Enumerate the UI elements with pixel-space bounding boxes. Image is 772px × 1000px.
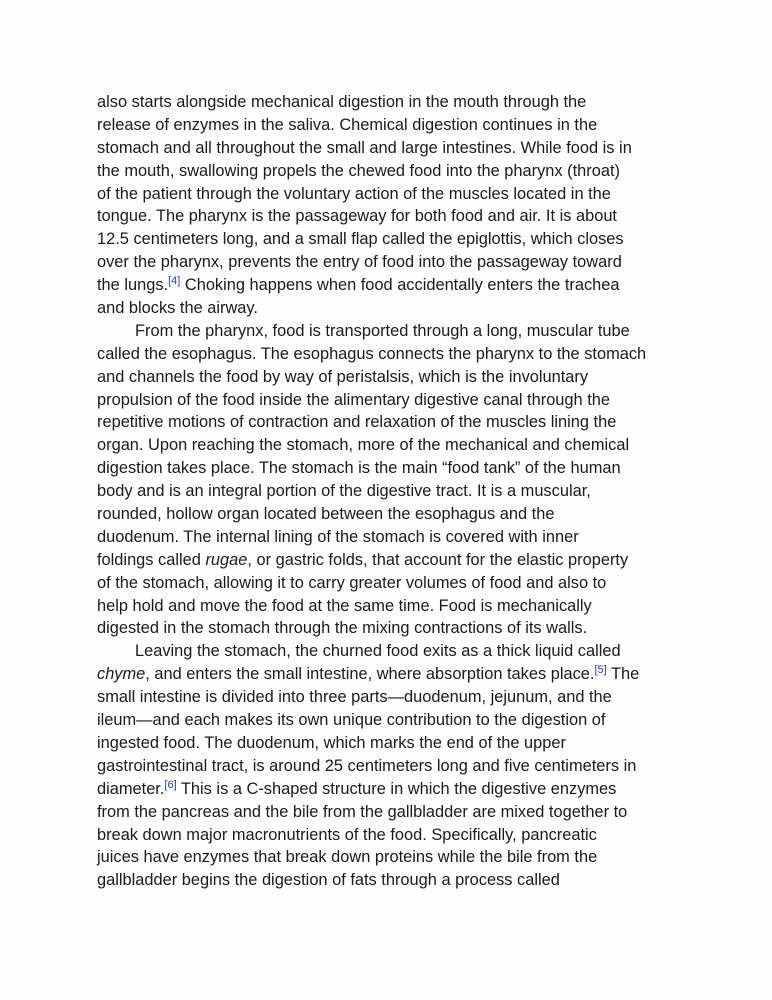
text-run: This is a C-shaped structure in which the digestive enzymes: [176, 779, 617, 798]
text-line: [97, 297, 677, 320]
text-line: [97, 228, 677, 251]
text-line: [97, 320, 677, 343]
text-run: body and is an integral portion of the digestive tract. It is a muscular,: [97, 482, 591, 501]
text-line: [97, 91, 677, 114]
text-line: [97, 389, 677, 412]
text-line: [97, 732, 677, 755]
text-run: digestion takes place. The stomach is the main “food tank” of the human: [97, 459, 621, 478]
text-run: ileum—and each makes its own unique contribution to the digestion of: [97, 711, 606, 730]
text-run: gastrointestinal tract, is around 25 centimeters long and five centimeters in: [97, 756, 637, 775]
text-run: rounded, hollow organ located between the esophagus and the: [97, 505, 555, 524]
text-line: [97, 824, 677, 847]
text-run: break down major macronutrients of the food. Specifically, pancreatic: [97, 825, 597, 844]
text-run: duodenum. The internal lining of the stomach is covered with inner: [97, 527, 579, 546]
text-run: the lungs.: [97, 276, 169, 295]
text-line: [97, 114, 677, 137]
text-run: propulsion of the food inside the alimentary digestive canal through the: [97, 390, 610, 409]
text-line: [97, 778, 677, 801]
text-run: organ. Upon reaching the stomach, more of the mechanical and chemical: [97, 436, 630, 455]
text-run: from the pancreas and the bile from the gallbladder are mixed together to: [97, 802, 628, 821]
text-run: 12.5 centimeters long, and a small flap called the epiglottis, which closes: [97, 230, 624, 249]
text-run: and blocks the airway.: [97, 299, 258, 318]
text-run: diameter.: [97, 779, 165, 798]
text-run: , or gastric folds, that account for the elastic property: [247, 550, 629, 569]
text-line: [97, 869, 677, 892]
text-line: [97, 709, 677, 732]
citation-link[interactable]: [6]: [164, 778, 177, 791]
text-run: stomach and all throughout the small and large intestines. While food is in: [97, 138, 632, 157]
text-run: small intestine is divided into three parts—duodenum, jejunum, and the: [97, 688, 612, 707]
text-run: Leaving the stomach, the churned food exits as a thick liquid called: [135, 642, 621, 661]
text-run: tongue. The pharynx is the passageway for both food and air. It is about: [97, 207, 617, 226]
body-text: [97, 91, 677, 892]
text-line: [97, 366, 677, 389]
text-line: [97, 183, 677, 206]
text-run: digested in the stomach through the mixing contractions of its walls.: [97, 619, 588, 638]
text-line: [97, 526, 677, 549]
text-run: of the patient through the voluntary action of the muscles located in the: [97, 184, 611, 203]
text-run: and channels the food by way of peristalsis, which is the involuntary: [97, 367, 589, 386]
text-line: [97, 274, 677, 297]
text-line: [97, 755, 677, 778]
text-line: [97, 343, 677, 366]
text-run: The: [606, 665, 640, 684]
text-line: [97, 434, 677, 457]
italic-term: chyme: [97, 665, 146, 684]
text-run: over the pharynx, prevents the entry of food into the passageway toward: [97, 253, 622, 272]
text-run: called the esophagus. The esophagus connects the pharynx to the stomach: [97, 344, 647, 363]
text-run: release of enzymes in the saliva. Chemical digestion continues in the: [97, 115, 598, 134]
text-line: [97, 595, 677, 618]
text-run: foldings called: [97, 550, 206, 569]
text-run: of the stomach, allowing it to carry greater volumes of food and also to: [97, 573, 607, 592]
citation-link[interactable]: [4]: [168, 275, 181, 288]
text-line: [97, 572, 677, 595]
text-run: repetitive motions of contraction and relaxation of the muscles lining the: [97, 413, 617, 432]
text-line: [97, 457, 677, 480]
text-run: help hold and move the food at the same time. Food is mechanically: [97, 596, 592, 615]
italic-term: rugae: [205, 550, 248, 569]
text-line: [97, 251, 677, 274]
text-line: [97, 160, 677, 183]
text-line: [97, 846, 677, 869]
text-line: [97, 480, 677, 503]
text-line: [97, 801, 677, 824]
text-line: [97, 617, 677, 640]
text-line: [97, 411, 677, 434]
text-run: , and enters the small intestine, where absorption takes place.: [145, 665, 595, 684]
text-run: gallbladder begins the digestion of fats through a process called: [97, 871, 560, 890]
text-line: [97, 686, 677, 709]
text-run: juices have enzymes that break down proteins while the bile from the: [97, 848, 598, 867]
citation-link[interactable]: [5]: [594, 664, 607, 677]
text-line: [97, 503, 677, 526]
text-run: the mouth, swallowing propels the chewed food into the pharynx (throat): [97, 161, 620, 180]
text-run: also starts alongside mechanical digestion in the mouth through the: [97, 93, 587, 111]
text-line: [97, 640, 677, 663]
text-run: From the pharynx, food is transported through a long, muscular tube: [135, 321, 630, 340]
text-line: [97, 205, 677, 228]
text-line: [97, 137, 677, 160]
text-line: [97, 549, 677, 572]
text-line: [97, 663, 677, 686]
text-run: ingested food. The duodenum, which marks the end of the upper: [97, 733, 566, 752]
text-run: Choking happens when food accidentally enters the trachea: [180, 276, 620, 295]
